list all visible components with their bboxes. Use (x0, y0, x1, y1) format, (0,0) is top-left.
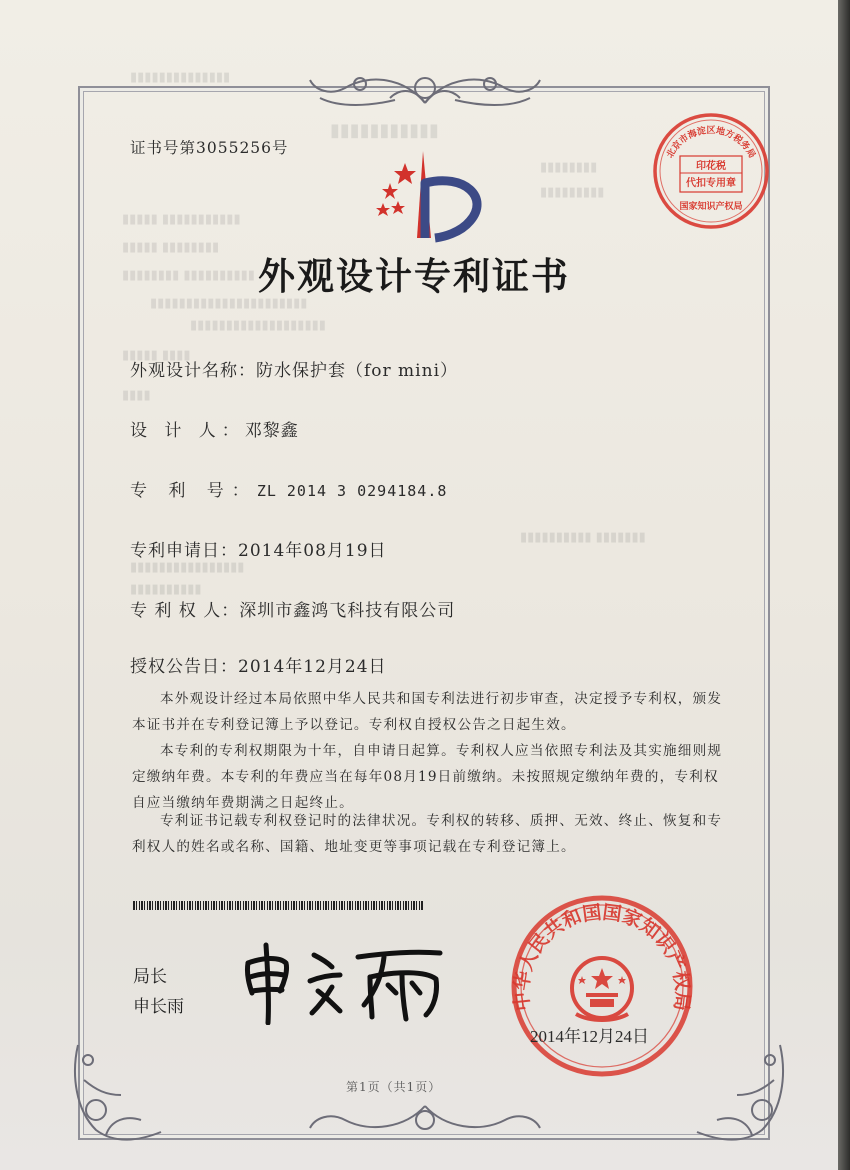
bleed-through-text: ▮▮▮▮▮▮▮▮▮▮▮▮▮▮▮▮ (130, 560, 245, 575)
seal-date: 2014年12月24日 (530, 1027, 649, 1046)
tax-seal-ring-text: 北京市海淀区地方税务局 (665, 126, 757, 161)
bleed-through-text: ▮▮▮▮▮▮▮▮▮ (540, 185, 605, 200)
patent-number-label: 专 利 号： (130, 481, 257, 501)
tax-seal-stamp (650, 110, 772, 232)
bleed-through-text: ▮▮▮▮▮▮▮▮▮▮ ▮▮▮▮▮▮▮ (520, 530, 646, 545)
bleed-through-text: ▮▮▮▮▮▮▮▮▮▮▮▮▮▮ (130, 70, 231, 85)
body-paragraph-2: 本专利的专利权期限为十年，自申请日起算。专利权人应当依照专利法及其实施细则规定缴纳年费。本专利的年费应当在每年08月19日前缴纳。未按照规定缴纳年费的，专利权自应当缴纳年费期满之日起终止。 (132, 743, 723, 811)
patentee-row (130, 596, 455, 621)
tax-seal-bottom-text: 国家知识产权局 (679, 202, 743, 212)
bleed-through-text: ▮▮▮▮▮▮▮▮▮▮▮ (330, 120, 439, 141)
certificate-title: 外观设计专利证书 (258, 254, 570, 298)
designer-row (130, 416, 299, 441)
top-ornament-icon (300, 58, 550, 118)
certificate-number: 证书号第3055256号 (130, 139, 289, 157)
corner-ornament-icon (66, 1040, 166, 1150)
bleed-through-text: ▮▮▮▮▮▮▮▮ (540, 160, 598, 175)
patent-number-row (130, 476, 447, 501)
bleed-through-text: ▮▮▮▮▮ ▮▮▮▮▮▮▮▮▮▮▮ (122, 212, 241, 227)
bleed-through-text: ▮▮▮▮▮ ▮▮▮▮▮▮▮▮ (122, 240, 220, 255)
filing-date-row (130, 536, 387, 561)
grant-date-label: 授权公告日： (130, 657, 238, 677)
scan-edge (838, 0, 850, 1170)
bleed-through-text: ▮▮▮▮▮ ▮▮▮▮ (122, 348, 191, 363)
bleed-through-text: ▮▮▮▮▮▮▮▮▮▮ (130, 582, 202, 597)
bleed-through-text: ▮▮▮▮ (122, 388, 151, 403)
handwritten-signature (236, 935, 451, 1025)
seal-text: 中华人民共和国国家知识产权局 (510, 901, 694, 1012)
barcode (133, 901, 423, 910)
patent-office-seal (506, 890, 698, 1082)
body-paragraph-3: 专利证书记载专利权登记时的法律状况。专利权的转移、质押、无效、终止、恢复和专利权人的姓名或名称、国籍、地址变更等事项记载在专利登记簿上。 (132, 813, 723, 855)
design-name-row (130, 356, 458, 381)
patentee-label: 专 利 权 人： (130, 601, 240, 621)
design-name-label: 外观设计名称： (130, 361, 256, 381)
filing-date-label: 专利申请日： (130, 541, 238, 561)
tax-seal-center-2: 代扣专用章 (686, 178, 736, 189)
designer-value: 邓黎鑫 (244, 421, 299, 441)
patent-office-logo-icon (365, 143, 495, 248)
tax-seal-center-1: 印花税 (696, 161, 726, 172)
designer-label: 设 计 人： (130, 421, 245, 441)
director-title: 局长 (133, 967, 167, 987)
bleed-through-text: ▮▮▮▮▮▮▮▮▮▮▮▮▮▮▮▮▮▮▮▮▮▮ (150, 296, 308, 311)
design-name-value: 防水保护套（for mini） (256, 361, 458, 381)
bleed-through-text: ▮▮▮▮▮▮▮▮▮▮▮▮▮▮▮▮▮▮▮ (190, 318, 326, 333)
patentee-value: 深圳市鑫鸿飞科技有限公司 (239, 601, 456, 621)
svg-text:北京市海淀区地方税务局 (664, 124, 758, 160)
bottom-ornament-icon (300, 1098, 550, 1148)
corner-ornament-icon (692, 1040, 792, 1150)
page-number: 第1页（共1页） (346, 1080, 442, 1094)
body-paragraph-1: 本外观设计经过本局依照中华人民共和国专利法进行初步审查，决定授予专利权，颁发本证书并在专利登记簿上予以登记。专利权自授权公告之日起生效。 (132, 691, 723, 733)
patent-number-value: ZL 2014 3 0294184.8 (256, 482, 448, 500)
filing-date-value: 2014年08月19日 (238, 541, 387, 561)
grant-date-value: 2014年12月24日 (238, 657, 387, 677)
bleed-through-text: ▮▮▮▮▮▮▮▮ ▮▮▮▮▮▮▮▮▮▮ (122, 268, 255, 283)
director-name: 申长雨 (133, 997, 184, 1017)
grant-date-row (130, 652, 387, 677)
